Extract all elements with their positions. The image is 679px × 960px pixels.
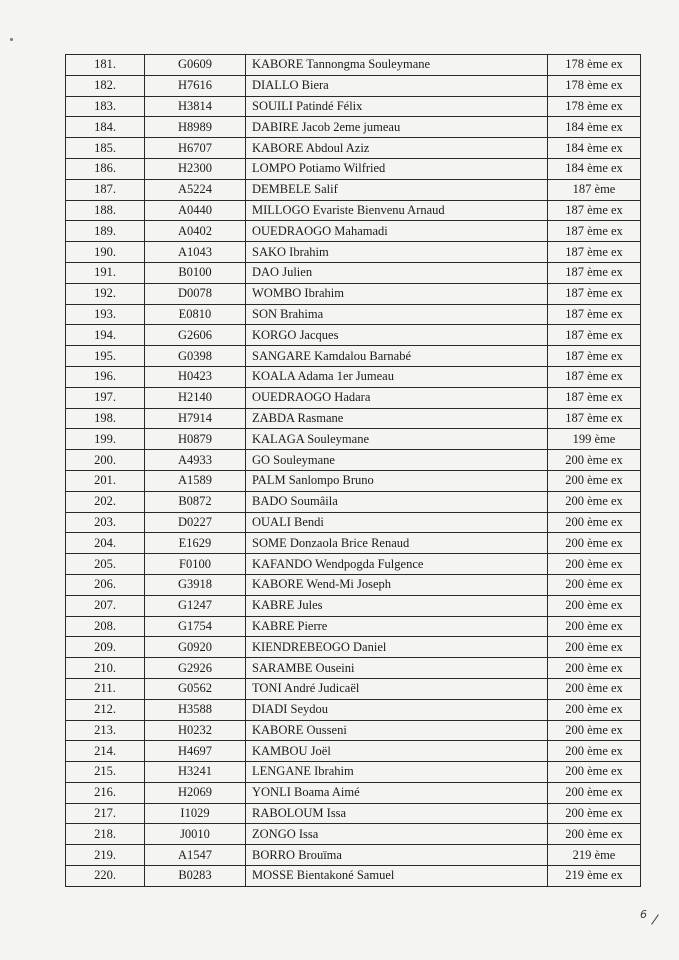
rank-cell: 199 ème	[548, 429, 641, 450]
rank-cell: 200 ème ex	[548, 678, 641, 699]
candidate-name-cell: SOUILI Patindé Félix	[246, 96, 548, 117]
candidate-id-cell: H2140	[145, 387, 246, 408]
candidate-name-cell: SARAMBE Ouseini	[246, 658, 548, 679]
candidate-id-cell: H0232	[145, 720, 246, 741]
candidate-id-cell: H3241	[145, 762, 246, 783]
row-number-cell: 187.	[66, 179, 145, 200]
rank-cell: 200 ème ex	[548, 616, 641, 637]
rank-cell: 200 ème ex	[548, 824, 641, 845]
candidate-id-cell: A1043	[145, 242, 246, 263]
candidate-id-cell: H0423	[145, 366, 246, 387]
table-row	[66, 117, 641, 138]
table-row	[66, 470, 641, 491]
candidate-name-cell: WOMBO Ibrahim	[246, 283, 548, 304]
candidate-name-cell: PALM Sanlompo Bruno	[246, 470, 548, 491]
row-number-cell: 211.	[66, 678, 145, 699]
candidate-id-cell: E1629	[145, 533, 246, 554]
row-number-cell: 203.	[66, 512, 145, 533]
row-number-cell: 220.	[66, 866, 145, 887]
candidate-id-cell: G1754	[145, 616, 246, 637]
candidate-id-cell: G3918	[145, 574, 246, 595]
candidate-name-cell: BORRO Brouïma	[246, 845, 548, 866]
table-row	[66, 325, 641, 346]
rank-cell: 187 ème ex	[548, 221, 641, 242]
table-row	[66, 387, 641, 408]
candidate-id-cell: G0609	[145, 55, 246, 76]
table-row	[66, 138, 641, 159]
table-row	[66, 658, 641, 679]
candidate-name-cell: GO Souleymane	[246, 450, 548, 471]
rank-cell: 184 ème ex	[548, 138, 641, 159]
candidate-id-cell: G1247	[145, 595, 246, 616]
candidate-id-cell: G2926	[145, 658, 246, 679]
table-row	[66, 595, 641, 616]
candidate-name-cell: ZABDA Rasmane	[246, 408, 548, 429]
rank-cell: 187 ème ex	[548, 200, 641, 221]
table-row	[66, 866, 641, 887]
table-row	[66, 366, 641, 387]
table-row	[66, 845, 641, 866]
table-row	[66, 304, 641, 325]
row-number-cell: 215.	[66, 762, 145, 783]
rank-cell: 200 ème ex	[548, 803, 641, 824]
table-row	[66, 762, 641, 783]
row-number-cell: 214.	[66, 741, 145, 762]
rank-cell: 200 ème ex	[548, 762, 641, 783]
row-number-cell: 206.	[66, 574, 145, 595]
candidate-name-cell: MOSSE Bientakoné Samuel	[246, 866, 548, 887]
candidate-name-cell: KABORE Wend-Mi Joseph	[246, 574, 548, 595]
row-number-cell: 209.	[66, 637, 145, 658]
table-row	[66, 221, 641, 242]
rank-cell: 187 ème ex	[548, 346, 641, 367]
row-number-cell: 188.	[66, 200, 145, 221]
rank-cell: 200 ème ex	[548, 741, 641, 762]
candidate-name-cell: KALAGA Souleymane	[246, 429, 548, 450]
candidate-id-cell: H6707	[145, 138, 246, 159]
candidate-id-cell: H2069	[145, 782, 246, 803]
candidate-id-cell: B0872	[145, 491, 246, 512]
table-row	[66, 637, 641, 658]
candidate-name-cell: BADO Soumâila	[246, 491, 548, 512]
candidate-name-cell: KORGO Jacques	[246, 325, 548, 346]
rank-cell: 200 ème ex	[548, 450, 641, 471]
row-number-cell: 208.	[66, 616, 145, 637]
table-row	[66, 533, 641, 554]
row-number-cell: 189.	[66, 221, 145, 242]
candidate-name-cell: OUALI Bendi	[246, 512, 548, 533]
candidate-name-cell: SON Brahima	[246, 304, 548, 325]
row-number-cell: 207.	[66, 595, 145, 616]
candidate-name-cell: SOME Donzaola Brice Renaud	[246, 533, 548, 554]
candidate-id-cell: H7616	[145, 75, 246, 96]
table-row	[66, 55, 641, 76]
candidate-name-cell: KABORE Tannongma Souleymane	[246, 55, 548, 76]
row-number-cell: 195.	[66, 346, 145, 367]
table-row	[66, 741, 641, 762]
candidate-id-cell: G0562	[145, 678, 246, 699]
row-number-cell: 182.	[66, 75, 145, 96]
table-row	[66, 429, 641, 450]
candidate-name-cell: SAKO Ibrahim	[246, 242, 548, 263]
candidate-id-cell: A0402	[145, 221, 246, 242]
candidate-id-cell: A1589	[145, 470, 246, 491]
table-row	[66, 262, 641, 283]
rank-cell: 187 ème ex	[548, 366, 641, 387]
table-row	[66, 803, 641, 824]
row-number-cell: 198.	[66, 408, 145, 429]
candidate-id-cell: H3588	[145, 699, 246, 720]
candidate-id-cell: J0010	[145, 824, 246, 845]
table-row	[66, 242, 641, 263]
page-mark-stroke	[651, 914, 659, 924]
row-number-cell: 216.	[66, 782, 145, 803]
rank-cell: 200 ème ex	[548, 782, 641, 803]
rank-cell: 187 ème ex	[548, 283, 641, 304]
rank-cell: 187 ème ex	[548, 242, 641, 263]
candidate-id-cell: D0078	[145, 283, 246, 304]
candidate-id-cell: F0100	[145, 554, 246, 575]
row-number-cell: 196.	[66, 366, 145, 387]
candidate-id-cell: I1029	[145, 803, 246, 824]
row-number-cell: 213.	[66, 720, 145, 741]
candidate-name-cell: KABRE Pierre	[246, 616, 548, 637]
table-row	[66, 699, 641, 720]
table-row	[66, 179, 641, 200]
candidate-name-cell: MILLOGO Evariste Bienvenu Arnaud	[246, 200, 548, 221]
rank-cell: 200 ème ex	[548, 658, 641, 679]
rank-cell: 184 ème ex	[548, 158, 641, 179]
rank-cell: 187 ème ex	[548, 408, 641, 429]
rank-cell: 178 ème ex	[548, 55, 641, 76]
page-number: 6	[640, 908, 647, 921]
candidate-name-cell: KABORE Abdoul Aziz	[246, 138, 548, 159]
rank-cell: 219 ème ex	[548, 866, 641, 887]
candidate-id-cell: D0227	[145, 512, 246, 533]
candidate-id-cell: H3814	[145, 96, 246, 117]
row-number-cell: 199.	[66, 429, 145, 450]
table-row	[66, 616, 641, 637]
row-number-cell: 202.	[66, 491, 145, 512]
table-row	[66, 346, 641, 367]
table-row	[66, 574, 641, 595]
row-number-cell: 191.	[66, 262, 145, 283]
candidate-name-cell: LOMPO Potiamo Wilfried	[246, 158, 548, 179]
candidate-id-cell: A4933	[145, 450, 246, 471]
row-number-cell: 217.	[66, 803, 145, 824]
results-table	[65, 54, 641, 887]
candidate-name-cell: KAFANDO Wendpogda Fulgence	[246, 554, 548, 575]
rank-cell: 178 ème ex	[548, 96, 641, 117]
row-number-cell: 204.	[66, 533, 145, 554]
rank-cell: 187 ème ex	[548, 304, 641, 325]
rank-cell: 200 ème ex	[548, 574, 641, 595]
candidate-id-cell: H0879	[145, 429, 246, 450]
results-table-body	[66, 55, 641, 887]
candidate-id-cell: H2300	[145, 158, 246, 179]
candidate-name-cell: DIALLO Biera	[246, 75, 548, 96]
candidate-name-cell: KIENDREBEOGO Daniel	[246, 637, 548, 658]
candidate-name-cell: ZONGO Issa	[246, 824, 548, 845]
candidate-id-cell: B0100	[145, 262, 246, 283]
rank-cell: 187 ème ex	[548, 325, 641, 346]
candidate-name-cell: KABORE Ousseni	[246, 720, 548, 741]
row-number-cell: 210.	[66, 658, 145, 679]
row-number-cell: 181.	[66, 55, 145, 76]
candidate-name-cell: TONI André Judicaël	[246, 678, 548, 699]
rank-cell: 200 ème ex	[548, 533, 641, 554]
candidate-name-cell: YONLI Boama Aimé	[246, 782, 548, 803]
candidate-name-cell: DABIRE Jacob 2eme jumeau	[246, 117, 548, 138]
candidate-name-cell: RABOLOUM Issa	[246, 803, 548, 824]
table-row	[66, 283, 641, 304]
rank-cell: 219 ème	[548, 845, 641, 866]
table-row	[66, 824, 641, 845]
row-number-cell: 212.	[66, 699, 145, 720]
table-row	[66, 720, 641, 741]
row-number-cell: 192.	[66, 283, 145, 304]
table-row	[66, 512, 641, 533]
rank-cell: 187 ème ex	[548, 262, 641, 283]
candidate-id-cell: G0398	[145, 346, 246, 367]
candidate-id-cell: H8989	[145, 117, 246, 138]
row-number-cell: 183.	[66, 96, 145, 117]
table-row	[66, 96, 641, 117]
row-number-cell: 185.	[66, 138, 145, 159]
candidate-id-cell: G2606	[145, 325, 246, 346]
page-speck	[10, 38, 13, 41]
rank-cell: 200 ème ex	[548, 470, 641, 491]
candidate-name-cell: SANGARE Kamdalou Barnabé	[246, 346, 548, 367]
candidate-name-cell: DIADI Seydou	[246, 699, 548, 720]
rank-cell: 200 ème ex	[548, 491, 641, 512]
row-number-cell: 219.	[66, 845, 145, 866]
table-row	[66, 554, 641, 575]
rank-cell: 200 ème ex	[548, 595, 641, 616]
candidate-id-cell: A5224	[145, 179, 246, 200]
candidate-id-cell: A1547	[145, 845, 246, 866]
rank-cell: 200 ème ex	[548, 554, 641, 575]
candidate-id-cell: G0920	[145, 637, 246, 658]
row-number-cell: 205.	[66, 554, 145, 575]
table-row	[66, 408, 641, 429]
candidate-id-cell: H7914	[145, 408, 246, 429]
row-number-cell: 197.	[66, 387, 145, 408]
rank-cell: 200 ème ex	[548, 637, 641, 658]
candidate-name-cell: KAMBOU Joël	[246, 741, 548, 762]
row-number-cell: 186.	[66, 158, 145, 179]
rank-cell: 187 ème	[548, 179, 641, 200]
rank-cell: 187 ème ex	[548, 387, 641, 408]
rank-cell: 178 ème ex	[548, 75, 641, 96]
rank-cell: 200 ème ex	[548, 720, 641, 741]
rank-cell: 200 ème ex	[548, 699, 641, 720]
table-row	[66, 491, 641, 512]
candidate-name-cell: OUEDRAOGO Hadara	[246, 387, 548, 408]
table-row	[66, 678, 641, 699]
table-row	[66, 75, 641, 96]
candidate-id-cell: H4697	[145, 741, 246, 762]
candidate-name-cell: DEMBELE Salif	[246, 179, 548, 200]
table-row	[66, 200, 641, 221]
candidate-name-cell: LENGANE Ibrahim	[246, 762, 548, 783]
candidate-name-cell: DAO Julien	[246, 262, 548, 283]
row-number-cell: 218.	[66, 824, 145, 845]
candidate-id-cell: B0283	[145, 866, 246, 887]
row-number-cell: 200.	[66, 450, 145, 471]
row-number-cell: 194.	[66, 325, 145, 346]
rank-cell: 200 ème ex	[548, 512, 641, 533]
candidate-name-cell: KOALA Adama 1er Jumeau	[246, 366, 548, 387]
candidate-id-cell: A0440	[145, 200, 246, 221]
row-number-cell: 201.	[66, 470, 145, 491]
candidate-name-cell: OUEDRAOGO Mahamadi	[246, 221, 548, 242]
candidate-name-cell: KABRE Jules	[246, 595, 548, 616]
table-row	[66, 782, 641, 803]
table-row	[66, 450, 641, 471]
table-row	[66, 158, 641, 179]
row-number-cell: 193.	[66, 304, 145, 325]
row-number-cell: 184.	[66, 117, 145, 138]
row-number-cell: 190.	[66, 242, 145, 263]
rank-cell: 184 ème ex	[548, 117, 641, 138]
candidate-id-cell: E0810	[145, 304, 246, 325]
